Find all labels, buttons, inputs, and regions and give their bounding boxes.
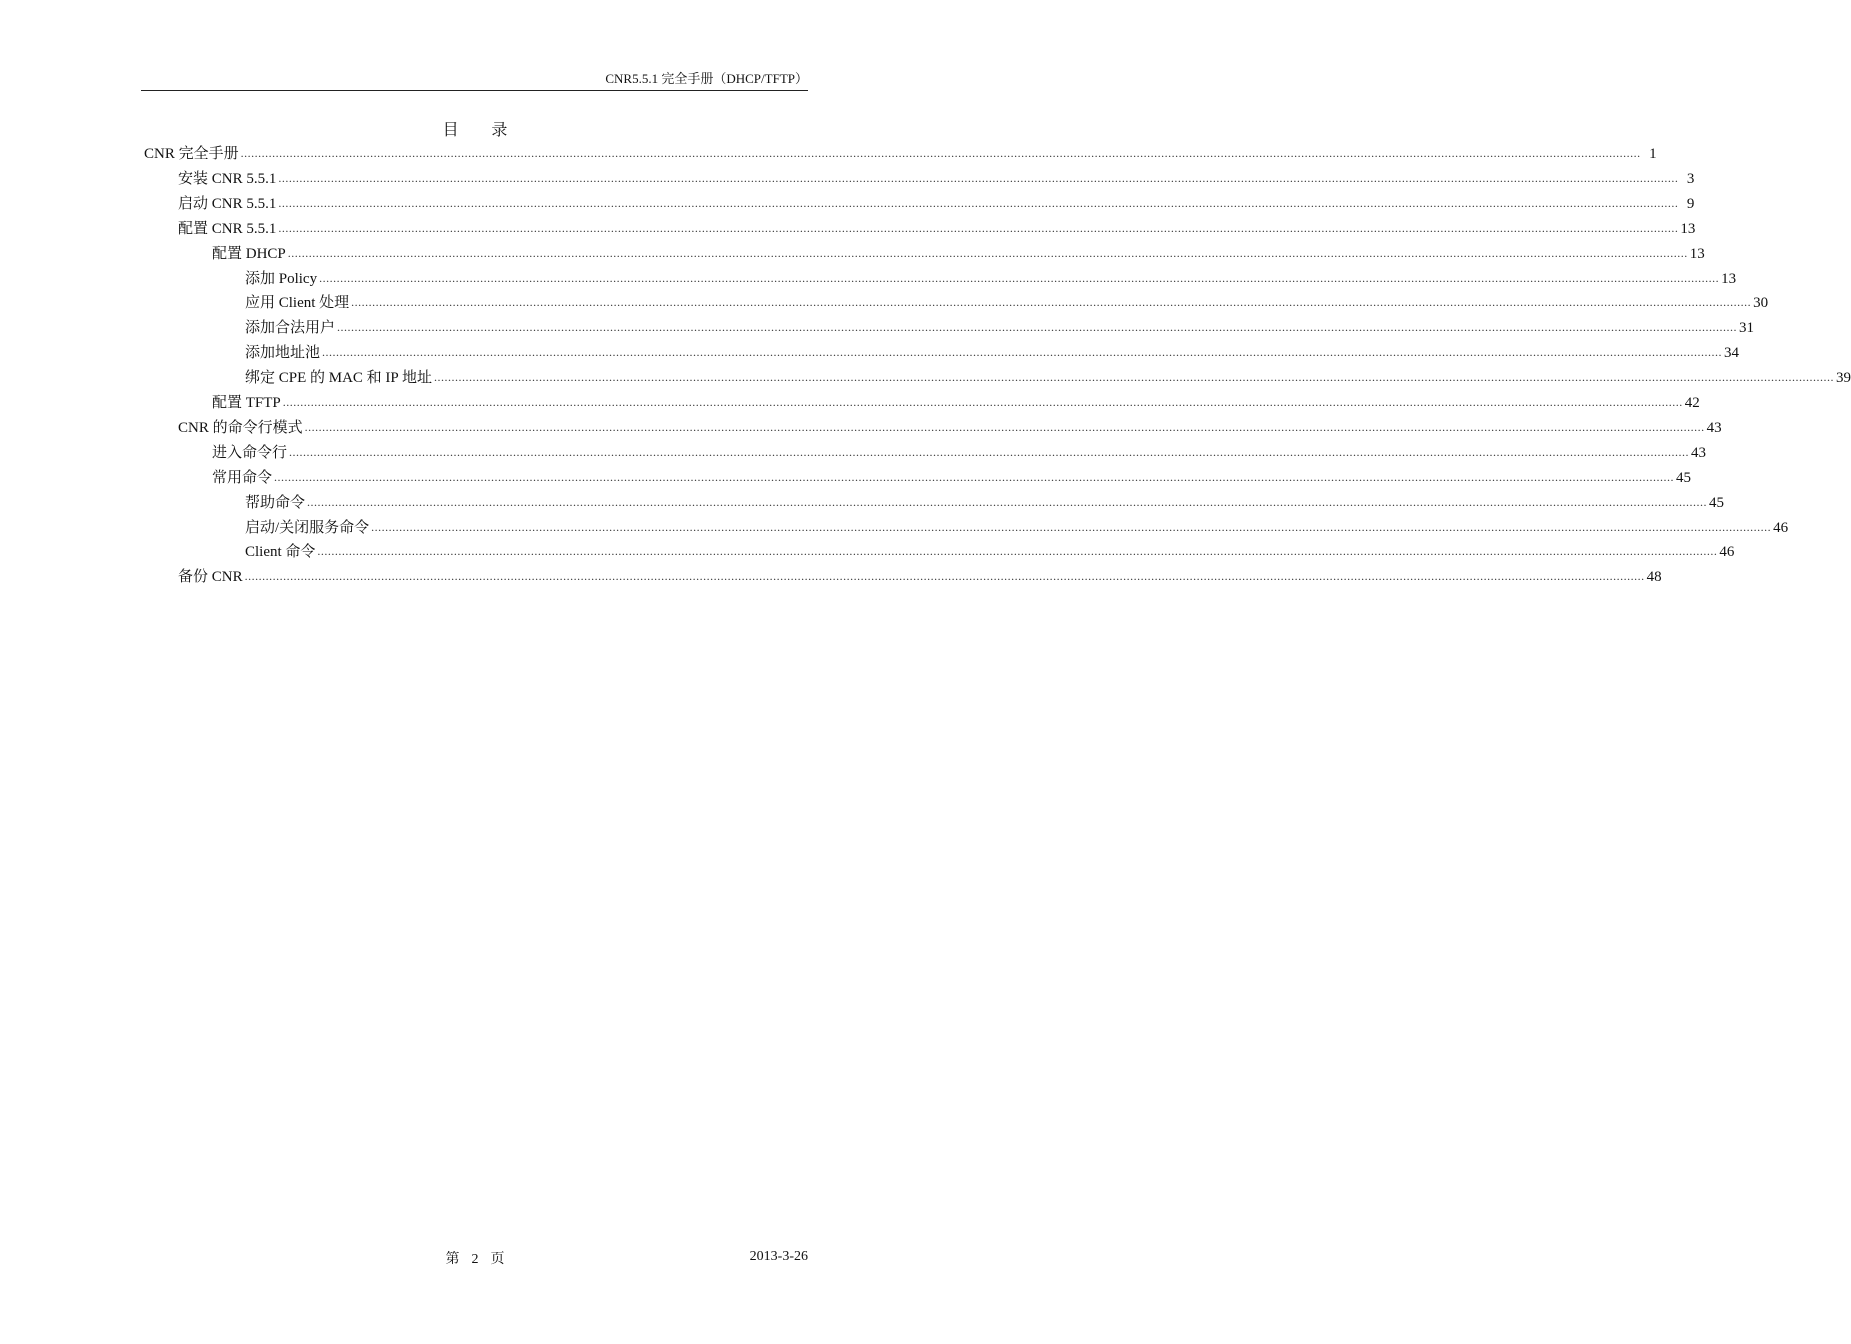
toc-leader-dots: ................................................................................................................................................................................................................................................................................................................................................................................................................ <box>337 320 1738 335</box>
toc-entry-page: 46 <box>1719 544 1735 561</box>
toc-leader-dots: ................................................................................................................................................................................................................................................................................................................................................................................................................ <box>319 270 1720 285</box>
toc-entry-label: 应用 Client 处理 <box>245 295 350 312</box>
toc-leader-dots: ................................................................................................................................................................................................................................................................................................................................................................................................................ <box>351 295 1752 310</box>
toc-entry-page: 43 <box>1706 419 1722 436</box>
toc-leader-dots: ................................................................................................................................................................................................................................................................................................................................................................................................................ <box>322 345 1723 360</box>
toc-leader-dots: ................................................................................................................................................................................................................................................................................................................................................................................................................ <box>274 469 1675 484</box>
toc-entry[interactable] <box>178 565 1662 587</box>
toc-leader-dots: ................................................................................................................................................................................................................................................................................................................................................................................................................ <box>371 519 1772 534</box>
toc-entry-label: 进入命令行 <box>212 444 288 461</box>
toc-entry-label: 绑定 CPE 的 MAC 和 IP 地址 <box>245 370 432 387</box>
toc-entry-label: CNR 的命令行模式 <box>178 419 303 436</box>
toc-entry-label: 常用命令 <box>212 469 273 486</box>
toc-entry[interactable] <box>245 366 1851 388</box>
toc-entry[interactable] <box>178 217 1696 239</box>
toc-entry[interactable] <box>245 540 1735 562</box>
toc-leader-dots: ................................................................................................................................................................................................................................................................................................................................................................................................................ <box>307 494 1708 509</box>
toc-entry-page: 13 <box>1689 245 1705 262</box>
toc-entry[interactable] <box>245 516 1789 538</box>
toc-entry-page: 46 <box>1773 519 1789 536</box>
toc-entry-page: 1 <box>1649 146 1657 162</box>
toc-leader-dots: ................................................................................................................................................................................................................................................................................................................................................................................................................ <box>244 569 1645 584</box>
toc-entry[interactable] <box>245 341 1740 363</box>
toc-leader-dots: ................................................................................................................................................................................................................................................................................................................................................................................................................ <box>433 370 1834 385</box>
toc-entry-page: 13 <box>1680 220 1696 237</box>
toc-entry[interactable] <box>245 491 1725 513</box>
toc-entry[interactable] <box>212 466 1692 488</box>
toc-entry-page: 39 <box>1835 370 1851 387</box>
toc-entry[interactable] <box>245 267 1737 289</box>
toc-entry[interactable] <box>245 291 1769 313</box>
toc-entry-page: 42 <box>1684 395 1700 411</box>
footer-page-prefix: 第 <box>445 1252 460 1267</box>
toc-entry-label: CNR 完全手册 <box>144 146 239 162</box>
toc-entry-label: 添加 Policy <box>245 270 318 287</box>
toc-leader-dots: ................................................................................................................................................................................................................................................................................................................................................................................................................ <box>278 170 1679 185</box>
toc-entry[interactable] <box>178 192 1695 214</box>
header-title: CNR5.5.1 完全手册（DHCP/TFTP） <box>605 71 808 86</box>
toc-entry[interactable] <box>178 416 1722 438</box>
toc-entry-label: 配置 TFTP <box>212 395 281 411</box>
toc-leader-dots: ................................................................................................................................................................................................................................................................................................................................................................................................................ <box>240 146 1641 160</box>
toc-entry-page: 9 <box>1686 195 1695 212</box>
page-header <box>141 70 808 91</box>
toc-entry[interactable] <box>212 391 1700 413</box>
footer-date: 2013-3-26 <box>749 1249 808 1264</box>
toc-entry[interactable] <box>212 242 1705 264</box>
toc-entry[interactable] <box>245 316 1755 338</box>
toc-leader-dots: ................................................................................................................................................................................................................................................................................................................................................................................................................ <box>282 395 1683 409</box>
toc-leader-dots: ................................................................................................................................................................................................................................................................................................................................................................................................................ <box>317 544 1718 559</box>
toc-entry-page: 45 <box>1676 469 1692 486</box>
toc-leader-dots: ................................................................................................................................................................................................................................................................................................................................................................................................................ <box>278 195 1679 210</box>
toc-entry-page: 3 <box>1686 170 1695 187</box>
footer-page-value: 2 <box>471 1252 479 1267</box>
toc-entry[interactable] <box>212 441 1707 463</box>
toc-entry-page: 43 <box>1691 444 1707 461</box>
toc-entry-page: 30 <box>1753 295 1769 312</box>
toc-entry-label: 帮助命令 <box>245 494 306 511</box>
toc-leader-dots: ................................................................................................................................................................................................................................................................................................................................................................................................................ <box>278 220 1679 235</box>
toc-entry-page: 48 <box>1646 569 1662 586</box>
toc-entry[interactable] <box>178 167 1695 189</box>
toc-entry-label: 添加地址池 <box>245 345 321 362</box>
toc-entry-label: 启动 CNR 5.5.1 <box>178 195 277 212</box>
toc-entry-label: 备份 CNR <box>178 569 243 586</box>
toc-entry-label: 配置 CNR 5.5.1 <box>178 220 277 237</box>
toc-entry-label: 添加合法用户 <box>245 320 336 337</box>
toc-heading: 目 录 <box>442 122 522 139</box>
toc-entry-page: 45 <box>1709 494 1725 511</box>
toc-entry-label: 启动/关闭服务命令 <box>245 519 370 536</box>
toc-leader-dots: ................................................................................................................................................................................................................................................................................................................................................................................................................ <box>287 245 1688 260</box>
toc-entry-page: 34 <box>1724 345 1740 362</box>
toc-entry-label: 配置 DHCP <box>212 245 286 262</box>
toc-entry-page: 31 <box>1739 320 1755 337</box>
toc-leader-dots: ................................................................................................................................................................................................................................................................................................................................................................................................................ <box>289 444 1690 459</box>
toc-leader-dots: ................................................................................................................................................................................................................................................................................................................................................................................................................ <box>304 419 1705 434</box>
toc-entry-label: Client 命令 <box>245 544 316 561</box>
footer-page-suffix: 页 <box>490 1252 505 1267</box>
toc-entry-page: 13 <box>1721 270 1737 287</box>
toc-entry[interactable] <box>144 142 1657 164</box>
toc-entry-label: 安装 CNR 5.5.1 <box>178 170 277 187</box>
